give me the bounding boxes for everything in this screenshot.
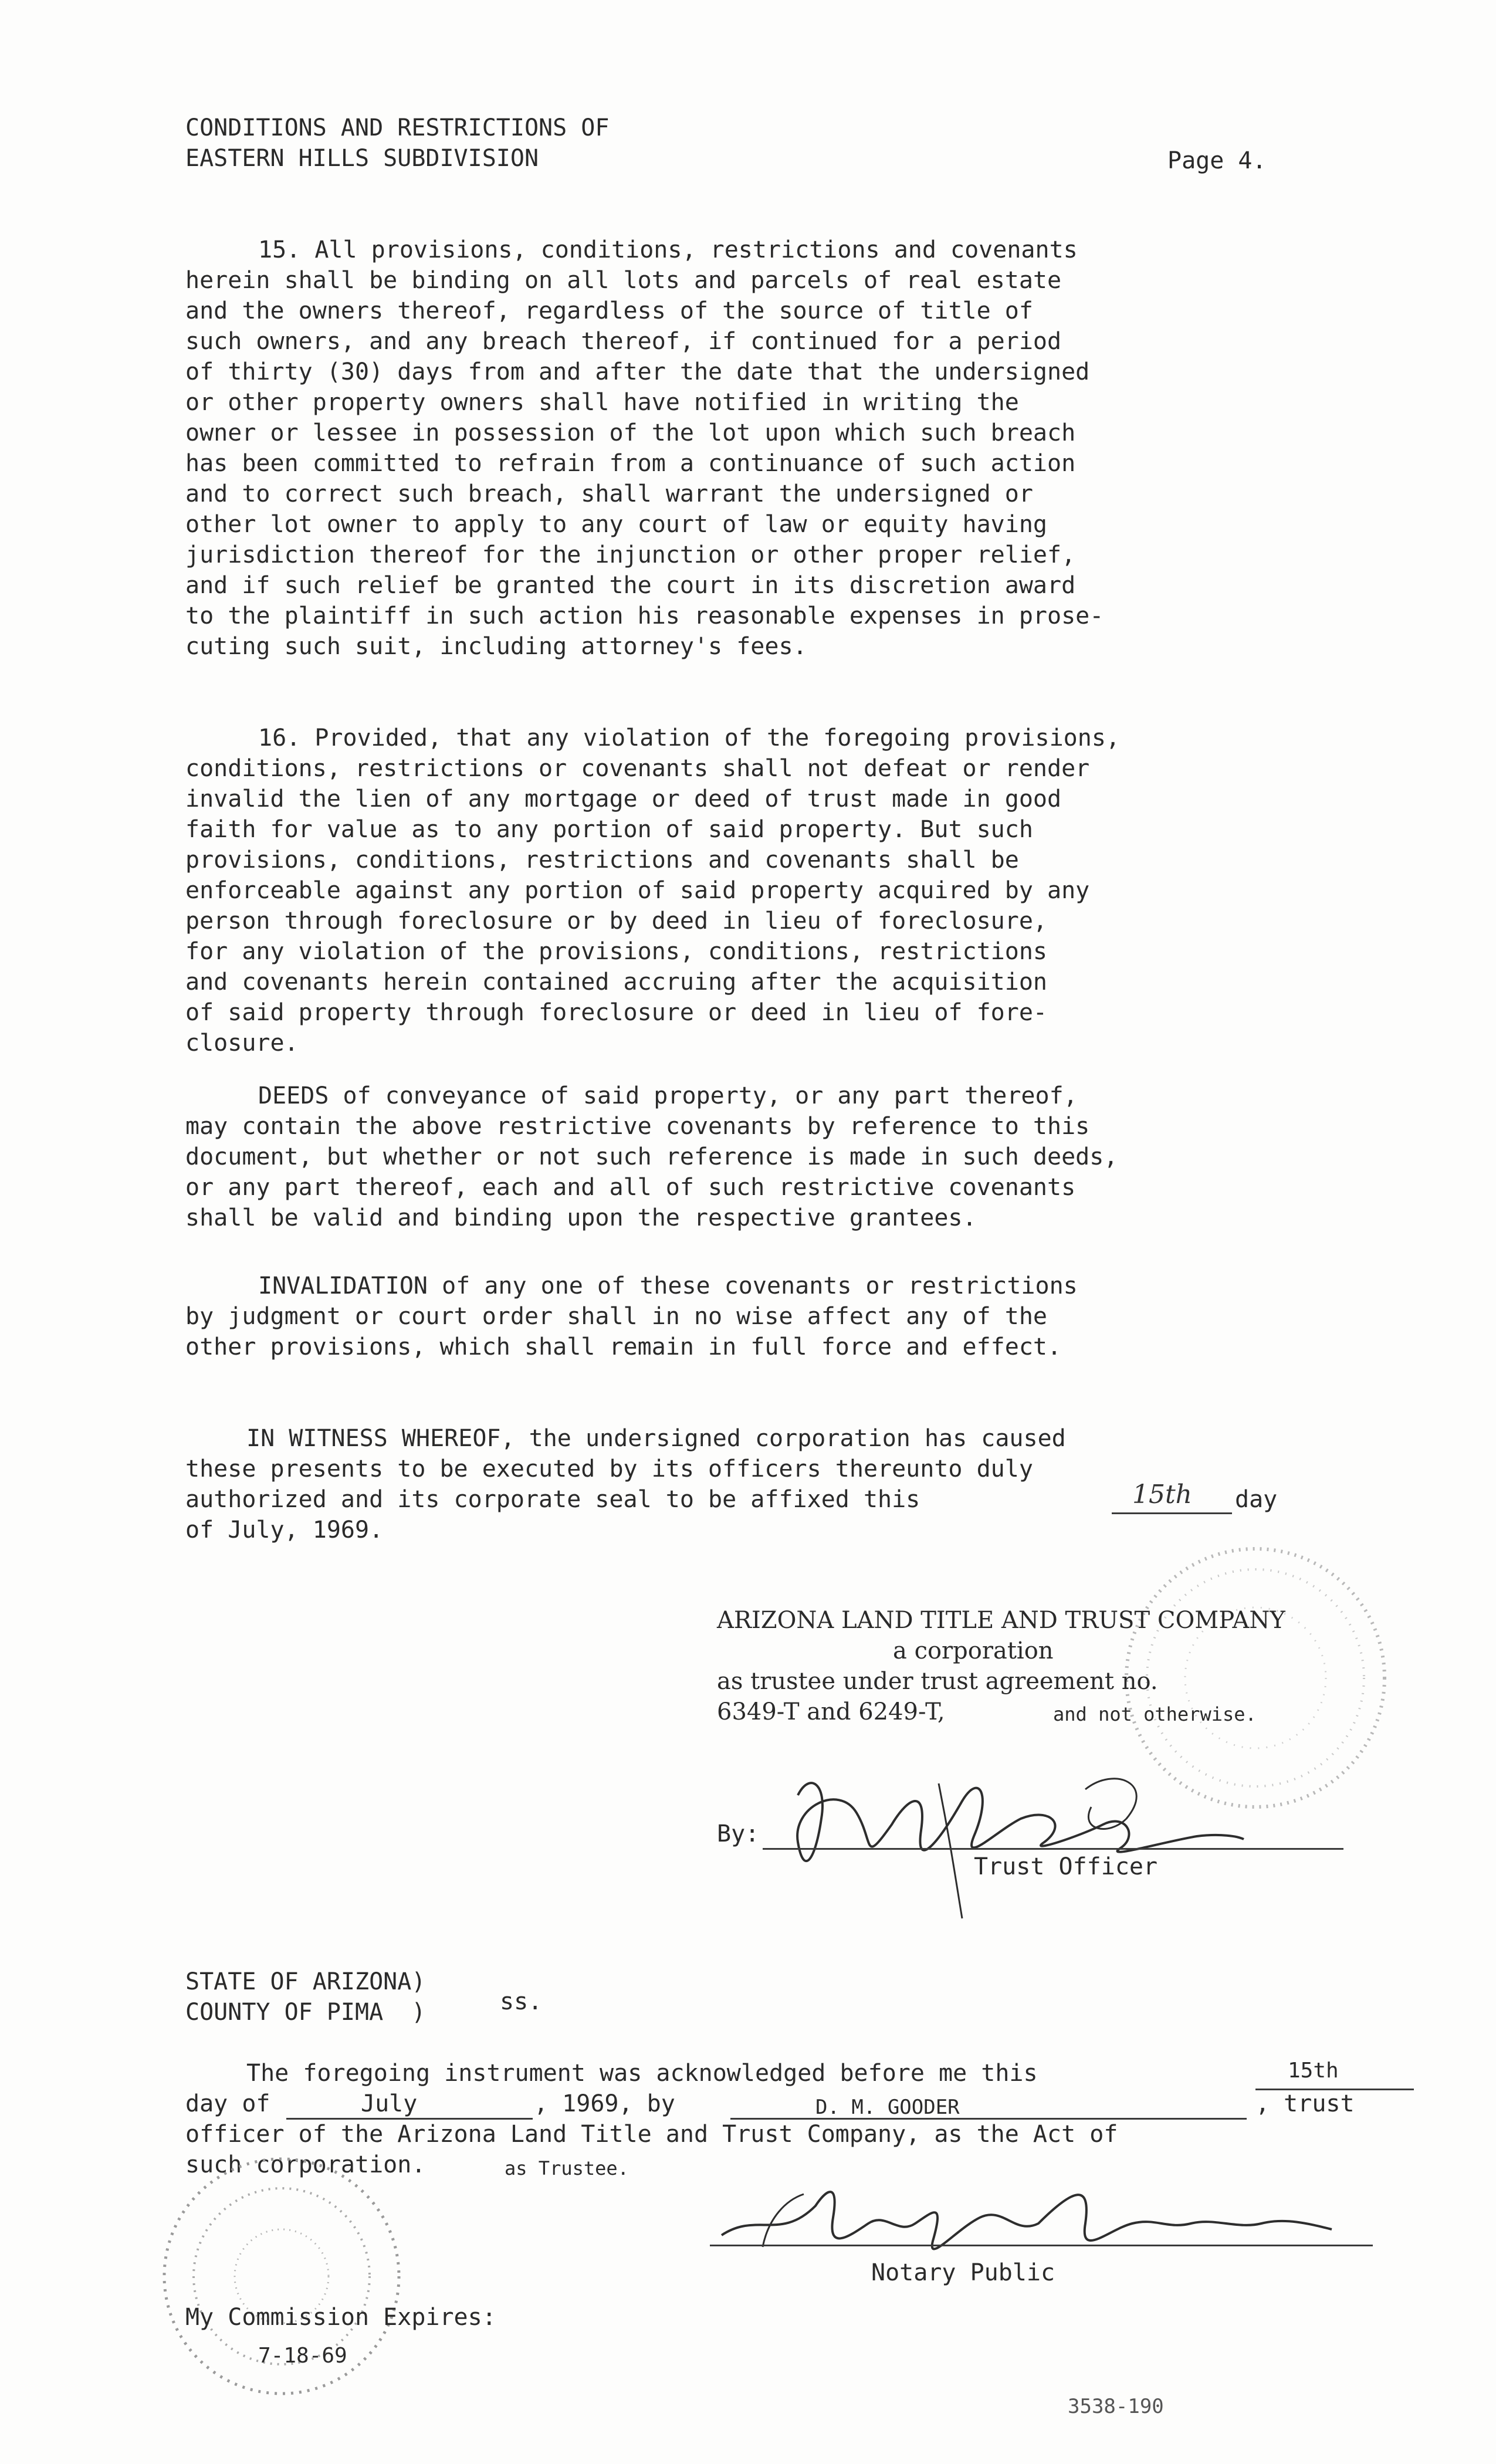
paragraph-deeds <box>185 1081 1388 1233</box>
acknowledgment-as-trustee: as Trustee. <box>505 2157 629 2179</box>
paragraph-line: and to correct such breach, shall warrant the undersigned or <box>185 480 1033 507</box>
paragraph-invalidation <box>185 1271 1388 1362</box>
paragraph-line: may contain the above restrictive covenants by reference to this <box>185 1113 1090 1140</box>
witness-day-underline <box>1112 1512 1232 1514</box>
paragraph-line: has been committed to refrain from a continuance of such action <box>185 450 1076 477</box>
trust-officer-signature <box>774 1748 1255 1924</box>
document-title-line2: EASTERN HILLS SUBDIVISION <box>185 145 539 172</box>
acknowledgment-line1: The foregoing instrument was acknowledged before me this <box>246 2060 1038 2087</box>
paragraph-line: and covenants herein contained accruing after the acquisition <box>185 969 1048 996</box>
paragraph-16 <box>185 723 1388 1058</box>
commission-date: 7-18-69 <box>258 2344 347 2368</box>
trust-officer-title: Trust Officer <box>974 1853 1158 1880</box>
witness-day-handwritten: 15th <box>1132 1480 1193 1509</box>
notary-signature-line <box>710 2245 1373 2246</box>
paragraph-line: provisions, conditions, restrictions and covenants shall be <box>185 847 1019 874</box>
paragraph-line: by judgment or court order shall in no wise affect any of the <box>185 1303 1048 1330</box>
company-name: ARIZONA LAND TITLE AND TRUST COMPANY <box>717 1607 1285 1634</box>
paragraph-line: person through foreclosure or by deed in lieu of foreclosure, <box>185 908 1048 935</box>
paragraph-line: faith for value as to any portion of said property. But such <box>185 816 1033 843</box>
paragraph-line: shall be valid and binding upon the respective grantees. <box>185 1204 977 1231</box>
paragraph-line: enforceable against any portion of said property acquired by any <box>185 877 1090 904</box>
acknowledgment-day: 15th <box>1288 2059 1339 2083</box>
acknowledgment-trust: , trust <box>1255 2090 1355 2117</box>
paragraph-line: or other property owners shall have notified in writing the <box>185 389 1019 416</box>
acknowledgment-name: D. M. GOODER <box>815 2096 960 2119</box>
paragraph-line: other lot owner to apply to any court of law or equity having <box>185 511 1048 538</box>
paragraph-line: cuting such suit, including attorney's fees. <box>185 633 807 660</box>
agreement-numbers: 6349-T and 6249-T, <box>717 1698 945 1725</box>
document-title-line1: CONDITIONS AND RESTRICTIONS OF <box>185 114 610 141</box>
notary-public-title: Notary Public <box>871 2259 1055 2286</box>
county-line: COUNTY OF PIMA ) <box>185 1999 426 2026</box>
paragraph-line: invalid the lien of any mortgage or deed of trust made in good <box>185 786 1062 813</box>
paragraph-line: such owners, and any breach thereof, if continued for a period <box>185 328 1062 355</box>
paragraph-line: for any violation of the provisions, conditions, restrictions <box>185 938 1048 965</box>
witness-day-suffix: day <box>1235 1486 1278 1513</box>
paragraph-line: conditions, restrictions or covenants shall not defeat or render <box>185 755 1090 782</box>
acknowledgment-line3: officer of the Arizona Land Title and Trust Company, as the Act of <box>185 2121 1118 2148</box>
commission-label: My Commission Expires: <box>185 2304 496 2331</box>
paragraph-line: of said property through foreclosure or deed in lieu of fore- <box>185 999 1048 1026</box>
trustee-line: as trustee under trust agreement no. <box>717 1668 1158 1695</box>
paragraph-line: 16. Provided, that any violation of the foregoing provisions, <box>258 725 1121 752</box>
paragraph-line: and if such relief be granted the court in its discretion award <box>185 572 1076 599</box>
paragraph-line: other provisions, which shall remain in full force and effect. <box>185 1333 1062 1360</box>
paragraph-line: jurisdiction thereof for the injunction or other proper relief, <box>185 541 1076 568</box>
acknowledgment-line4: such corporation. <box>185 2151 426 2178</box>
acknowledgment-month: July <box>361 2090 418 2117</box>
not-otherwise-typed: and not otherwise. <box>1053 1703 1257 1725</box>
document-number: 3538-190 <box>1068 2395 1164 2418</box>
signature-line <box>763 1848 1343 1850</box>
paragraph-line: INVALIDATION of any one of these covenants or restrictions <box>258 1272 1078 1299</box>
paragraph-line: to the plaintiff in such action his reasonable expenses in prose- <box>185 603 1104 629</box>
paragraph-line: 15. All provisions, conditions, restrictions and covenants <box>258 236 1078 263</box>
acknowledgment-year: , 1969, by <box>534 2090 675 2117</box>
paragraph-line: closure. <box>185 1030 299 1057</box>
page-number: Page 4. <box>1167 147 1267 174</box>
paragraph-line: herein shall be binding on all lots and parcels of real estate <box>185 267 1062 294</box>
ss-label: ss. <box>500 1988 543 2015</box>
paragraph-line: owner or lessee in possession of the lot upon which such breach <box>185 419 1076 446</box>
paragraph-line: and the owners thereof, regardless of the source of title of <box>185 297 1033 324</box>
witness-line2: these presents to be executed by its officers thereunto duly <box>185 1456 1033 1483</box>
acknowledgment-day-of: day of <box>185 2090 270 2117</box>
paragraph-line: DEEDS of conveyance of said property, or any part thereof, <box>258 1082 1078 1109</box>
by-label: By: <box>717 1820 760 1847</box>
paragraph-line: document, but whether or not such reference is made in such deeds, <box>185 1143 1118 1170</box>
company-corporation: a corporation <box>893 1637 1054 1664</box>
paragraph-15 <box>185 235 1388 662</box>
witness-line3: authorized and its corporate seal to be affixed this <box>185 1486 920 1513</box>
witness-line1: IN WITNESS WHEREOF, the undersigned corporation has caused <box>246 1425 1066 1452</box>
state-line: STATE OF ARIZONA) <box>185 1968 426 1995</box>
paragraph-line: or any part thereof, each and all of such restrictive covenants <box>185 1174 1076 1201</box>
witness-line4: of July, 1969. <box>185 1517 384 1544</box>
paragraph-line: of thirty (30) days from and after the date that the undersigned <box>185 358 1090 385</box>
